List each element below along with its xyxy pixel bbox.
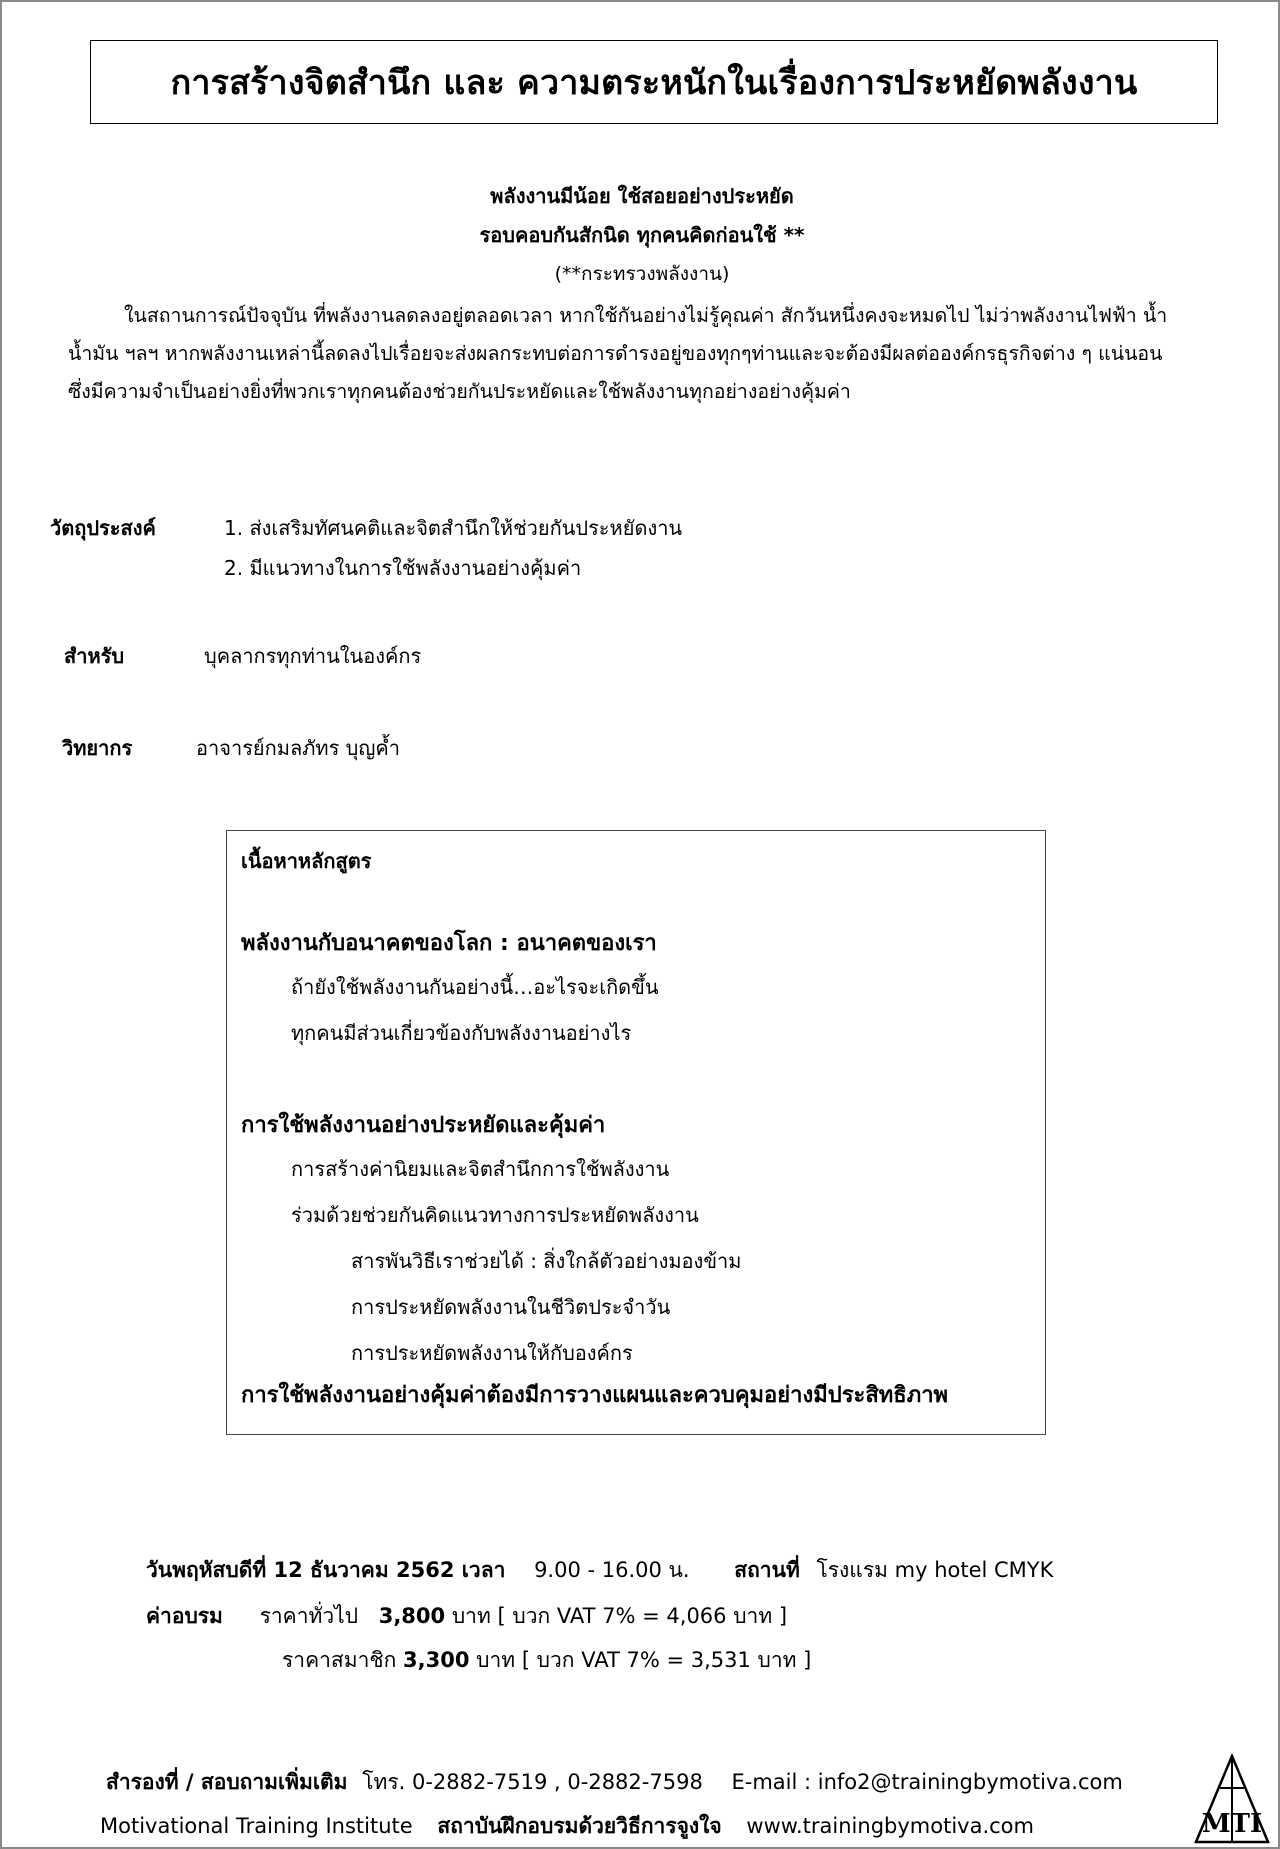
fee-general-price: 3,800 xyxy=(378,1604,446,1628)
fee-row-general xyxy=(146,1600,787,1633)
venue-value: โรงแรม my hotel CMYK xyxy=(816,1558,1054,1582)
contact-email[interactable]: E-mail : info2@trainingbymotiva.com xyxy=(731,1770,1123,1794)
institute-name-th: สถาบันฝึกอบรมด้วยวิธีการจูงใจ xyxy=(437,1814,722,1838)
course-subitem: การประหยัดพลังงานให้กับองค์กร xyxy=(351,1341,633,1365)
slogan-line-1: พลังงานมีน้อย ใช้สอยอย่างประหยัด xyxy=(490,184,794,208)
institute-name-en: Motivational Training Institute xyxy=(100,1814,413,1838)
course-item: การสร้างค่านิยมและจิตสำนึกการใช้พลังงาน xyxy=(291,1157,670,1181)
intro-paragraph xyxy=(68,297,1238,411)
fee-general-vat: [ บวก VAT 7% = 4,066 บาท ] xyxy=(497,1604,788,1628)
contact-row xyxy=(106,1766,1123,1799)
course-section-title: พลังงานกับอนาคตของโลก : อนาคตของเรา xyxy=(241,931,657,956)
course-content-box xyxy=(226,830,1046,1435)
slogan-line-2: รอบคอบกันสักนิด ทุกคนคิดก่อนใช้ ** xyxy=(479,223,805,247)
schedule-time: 9.00 - 16.00 น. xyxy=(534,1558,690,1582)
page-title xyxy=(90,40,1218,124)
course-heading: เนื้อหาหลักสูตร xyxy=(241,849,372,873)
fee-member-label: ราคาสมาชิก xyxy=(282,1648,397,1672)
speaker-label: วิทยากร xyxy=(62,736,133,760)
speaker-value: อาจารย์กมลภัทร บุญค้ำ xyxy=(196,736,401,760)
fee-label: ค่าอบรม xyxy=(146,1604,223,1628)
fee-member-vat: [ บวก VAT 7% = 3,531 บาท ] xyxy=(521,1648,812,1672)
contact-label: สำรองที่ / สอบถามเพิ่มเติม xyxy=(106,1770,348,1794)
course-closing: การใช้พลังงานอย่างคุ้มค่าต้องมีการวางแผนและควบคุมอย่างมีประสิทธิภาพ xyxy=(241,1383,949,1408)
objectives-label: วัตถุประสงค์ xyxy=(50,516,156,540)
course-item: ทุกคนมีส่วนเกี่ยวข้องกับพลังงานอย่างไร xyxy=(291,1021,632,1045)
slogan-source: (**กระทรวงพลังงาน) xyxy=(554,263,730,285)
schedule-row xyxy=(146,1554,1053,1587)
mti-logo-text: MTI xyxy=(1201,1809,1263,1839)
fee-member-unit: บาท xyxy=(476,1648,516,1672)
intro-line: น้ำมัน ฯลฯ หากพลังงานเหล่านี้ลดลงไปเรื่อยจะส่งผลกระทบต่อการดำรงอยู่ของทุกๆท่านและจะต้องมีผลต่อองค์กรธุรกิจต่าง ๆ แน่นอน xyxy=(68,342,1163,365)
fee-row-member xyxy=(282,1644,811,1677)
contact-phone: โทร. 0-2882-7519 , 0-2882-7598 xyxy=(362,1770,703,1794)
objective-item: 2. มีแนวทางในการใช้พลังงานอย่างคุ้มค่า xyxy=(224,556,582,580)
course-section-title: การใช้พลังงานอย่างประหยัดและคุ้มค่า xyxy=(241,1113,606,1138)
schedule-date: วันพฤหัสบดีที่ 12 ธันวาคม 2562 เวลา xyxy=(146,1558,506,1582)
venue-label: สถานที่ xyxy=(734,1558,800,1582)
course-subitem: การประหยัดพลังงานในชีวิตประจำวัน xyxy=(351,1295,671,1319)
institute-row xyxy=(100,1810,1034,1843)
course-item: ถ้ายังใช้พลังงานกันอย่างนี้…อะไรจะเกิดขึ้น xyxy=(291,975,659,999)
course-subitem: สารพันวิธีเราช่วยได้ : สิ่งใกล้ตัวอย่างมองข้าม xyxy=(351,1249,742,1273)
intro-line: ในสถานการณ์ปัจจุบัน ที่พลังงานลดลงอยู่ตลอดเวลา หากใช้กันอย่างไม่รู้คุณค่า สักวันหนึ่งคงจะหมดไป ไม่ว่าพลังงานไฟฟ้า น้ำ xyxy=(124,304,1168,327)
course-item: ร่วมด้วยช่วยกันคิดแนวทางการประหยัดพลังงาน xyxy=(291,1203,699,1227)
mti-logo-icon xyxy=(1194,1754,1270,1844)
website-link[interactable]: www.trainingbymotiva.com xyxy=(746,1814,1034,1838)
fee-general-label: ราคาทั่วไป xyxy=(259,1604,359,1628)
fee-general-unit: บาท xyxy=(451,1604,491,1628)
audience-label: สำหรับ xyxy=(64,644,125,668)
audience-value: บุคลากรทุกท่านในองค์กร xyxy=(204,644,422,668)
fee-member-price: 3,300 xyxy=(403,1648,470,1672)
intro-line: ซึ่งมีความจำเป็นอย่างยิ่งที่พวกเราทุกคนต้องช่วยกันประหยัดและใช้พลังงานทุกอย่างอย่างคุ้มค่า xyxy=(68,380,851,403)
title-text: การสร้างจิตสำนึก และ ความตระหนักในเรื่องการประหยัดพลังงาน xyxy=(170,63,1138,103)
objective-item: 1. ส่งเสริมทัศนคติและจิตสำนึกให้ช่วยกันประหยัดงาน xyxy=(224,516,683,540)
